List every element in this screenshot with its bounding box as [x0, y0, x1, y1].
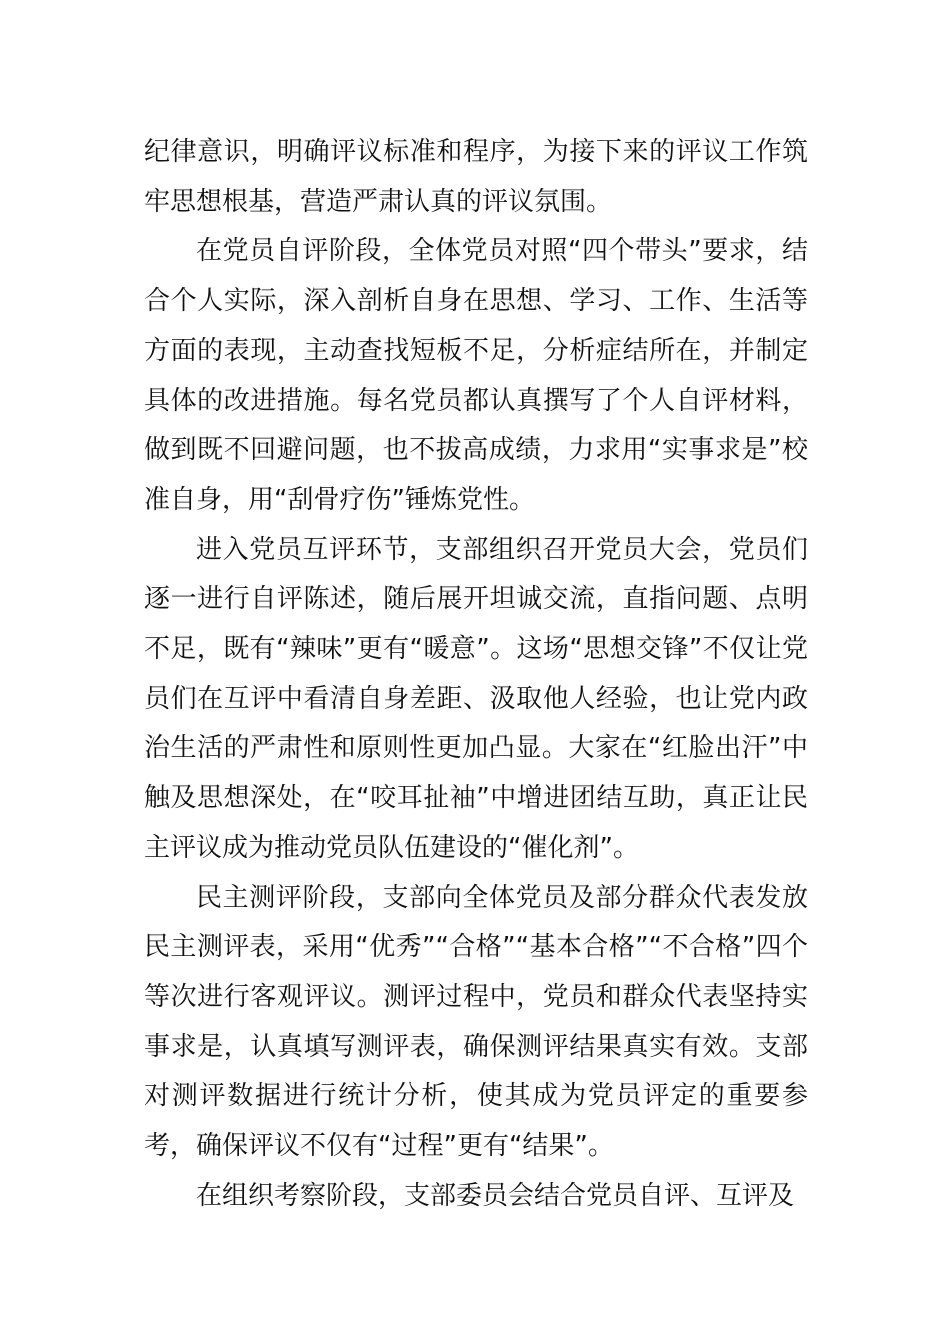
paragraph-self-evaluation: 在党员自评阶段，全体党员对照“四个带头”要求，结合个人实际，深入剖析自身在思想、学习、工作、生活等方面的表现，主动查找短板不足，分析症结所在，并制定具体的改进措施。每名党员都认真撰写了个人自评材料，做到既不回避问题，也不拔高成绩，力求用“实事求是”校准自身，用“刮骨疗伤”锤炼党性。 [144, 236, 808, 515]
paragraph-mutual-evaluation: 进入党员互评环节，支部组织召开党员大会，党员们逐一进行自评陈述，随后展开坦诚交流，直指问题、点明不足，既有“辣味”更有“暖意”。这场“思想交锋”不仅让党员们在互评中看清自身差距、汲取他人经验，也让党内政治生活的严肃性和原则性更加凸显。大家在“红脸出汗”中触及思想深处，在“咬耳扯袖”中增进团结互助，真正让民主评议成为推动党员队伍建设的“催化剂”。 [144, 534, 808, 863]
paragraph-democratic-assessment: 民主测评阶段，支部向全体党员及部分群众代表发放民主测评表，采用“优秀”“合格”“基本合格”“不合格”四个等次进行客观评议。测评过程中，党员和群众代表坚持实事求是，认真填写测评表，确保测评结果真实有效。支部对测评数据进行统计分析，使其成为党员评定的重要参考，确保评议不仅有“过程”更有“结果”。 [144, 882, 808, 1162]
paragraph-organizational-review: 在组织考察阶段，支部委员会结合党员自评、互评及 [196, 1180, 795, 1211]
paragraph-continuation: 纪律意识，明确评议标准和程序，为接下来的评议工作筑牢思想根基，营造严肃认真的评议氛围。 [144, 137, 808, 217]
document-body [144, 128, 808, 1221]
